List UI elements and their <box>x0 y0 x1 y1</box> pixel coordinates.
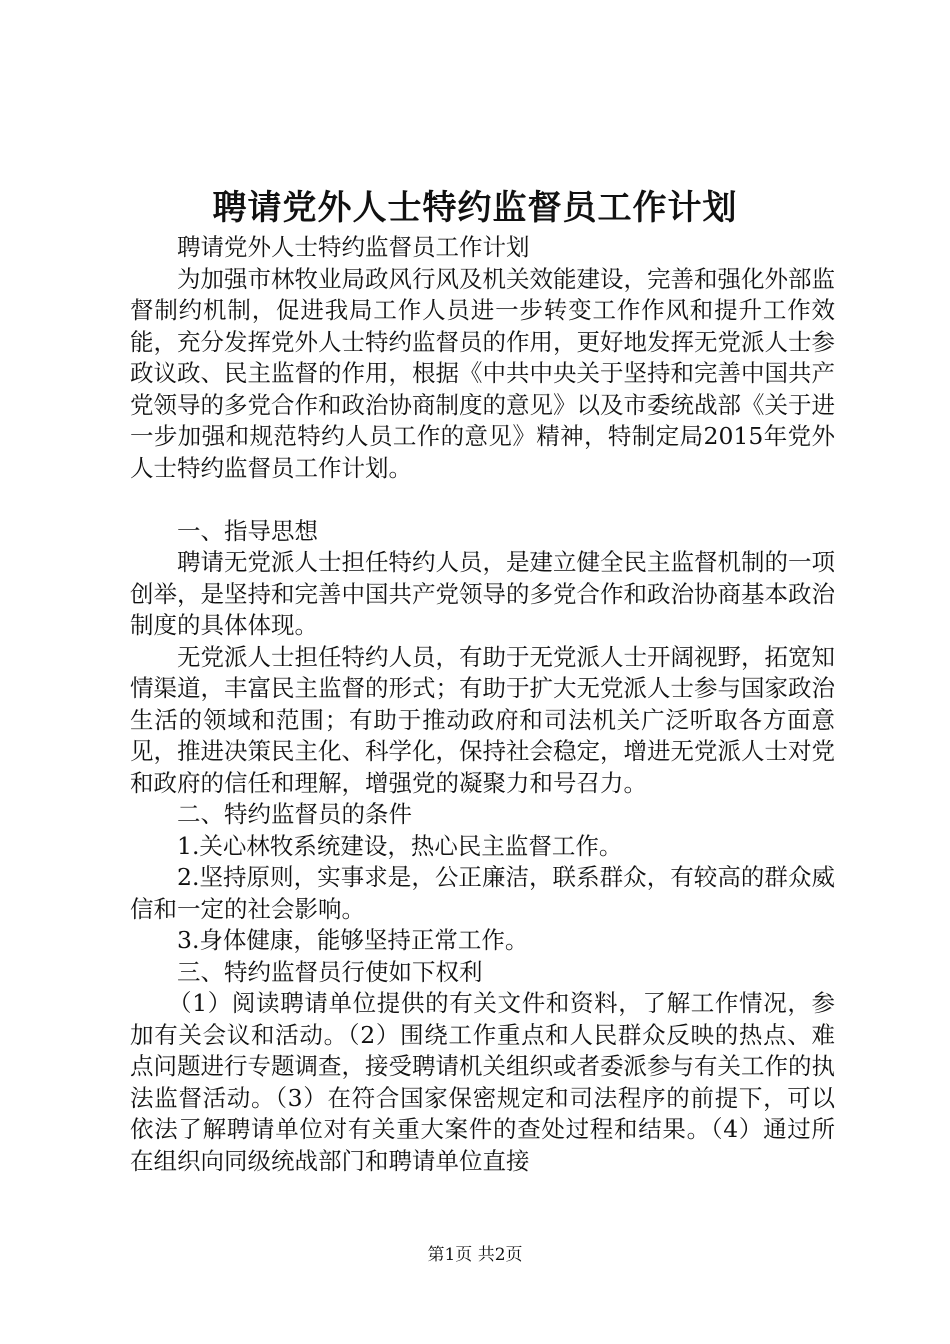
section-heading-conditions: 二、特约监督员的条件 <box>177 800 412 828</box>
section-heading-rights: 三、特约监督员行使如下权利 <box>177 957 483 986</box>
condition-item-1: 1.关心林牧系统建设，热心民主监督工作。 <box>177 831 623 860</box>
document-title: 聘请党外人士特约监督员工作计划 <box>212 188 738 228</box>
rights-paragraph: （1）阅读聘请单位提供的有关文件和资料，了解工作情况，参加有关会议和活动。（2）围绕工作重点和人民群众反映的热点、难点问题进行专题调查，接受聘请机关组织或者委派参与有关工作的执法监督活动。（3）在符合国家保密规定和司法程序的前提下，可以依法了解聘请单位对有关重大案件的查处过程和结果。（4）通过所在组织向同级统战部门和聘请单位直接 <box>130 989 835 1175</box>
condition-item-2: 2.坚持原则，实事求是，公正廉洁，联系群众，有较高的群众威信和一定的社会影响。 <box>130 863 835 923</box>
document-body <box>130 232 835 1177</box>
condition-item-3: 3.身体健康，能够坚持正常工作。 <box>177 926 529 954</box>
page-number-footer: 第1页 共2页 <box>427 1245 523 1265</box>
subtitle-paragraph: 聘请党外人士特约监督员工作计划 <box>177 233 530 261</box>
guiding-thought-paragraph-1: 聘请无党派人士担任特约人员，是建立健全民主监督机制的一项创举，是坚持和完善中国共产党领导的多党合作和政治协商基本政治制度的具体体现。 <box>130 548 835 639</box>
section-heading-guiding-thought: 一、指导思想 <box>177 516 318 545</box>
guiding-thought-paragraph-2: 无党派人士担任特约人员，有助于无党派人士开阔视野，拓宽知情渠道，丰富民主监督的形式；有助于扩大无党派人士参与国家政治生活的领域和范围；有助于推动政府和司法机关广泛听取各方面意见，推进决策民主化、科学化，保持社会稳定，增进无党派人士对党和政府的信任和理解，增强党的凝聚力和号召力。 <box>130 642 835 797</box>
intro-paragraph: 为加强市林牧业局政风行风及机关效能建设，完善和强化外部监督制约机制，促进我局工作人员进一步转变工作作风和提升工作效能，充分发挥党外人士特约监督员的作用，更好地发挥无党派人士参政议政、民主监督的作用，根据《中共中央关于坚持和完善中国共产党领导的多党合作和政治协商制度的意见》以及市委统战部《关于进一步加强和规范特约人员工作的意见》精神，特制定局2015年党外人士特约监督员工作计划。 <box>130 264 835 482</box>
